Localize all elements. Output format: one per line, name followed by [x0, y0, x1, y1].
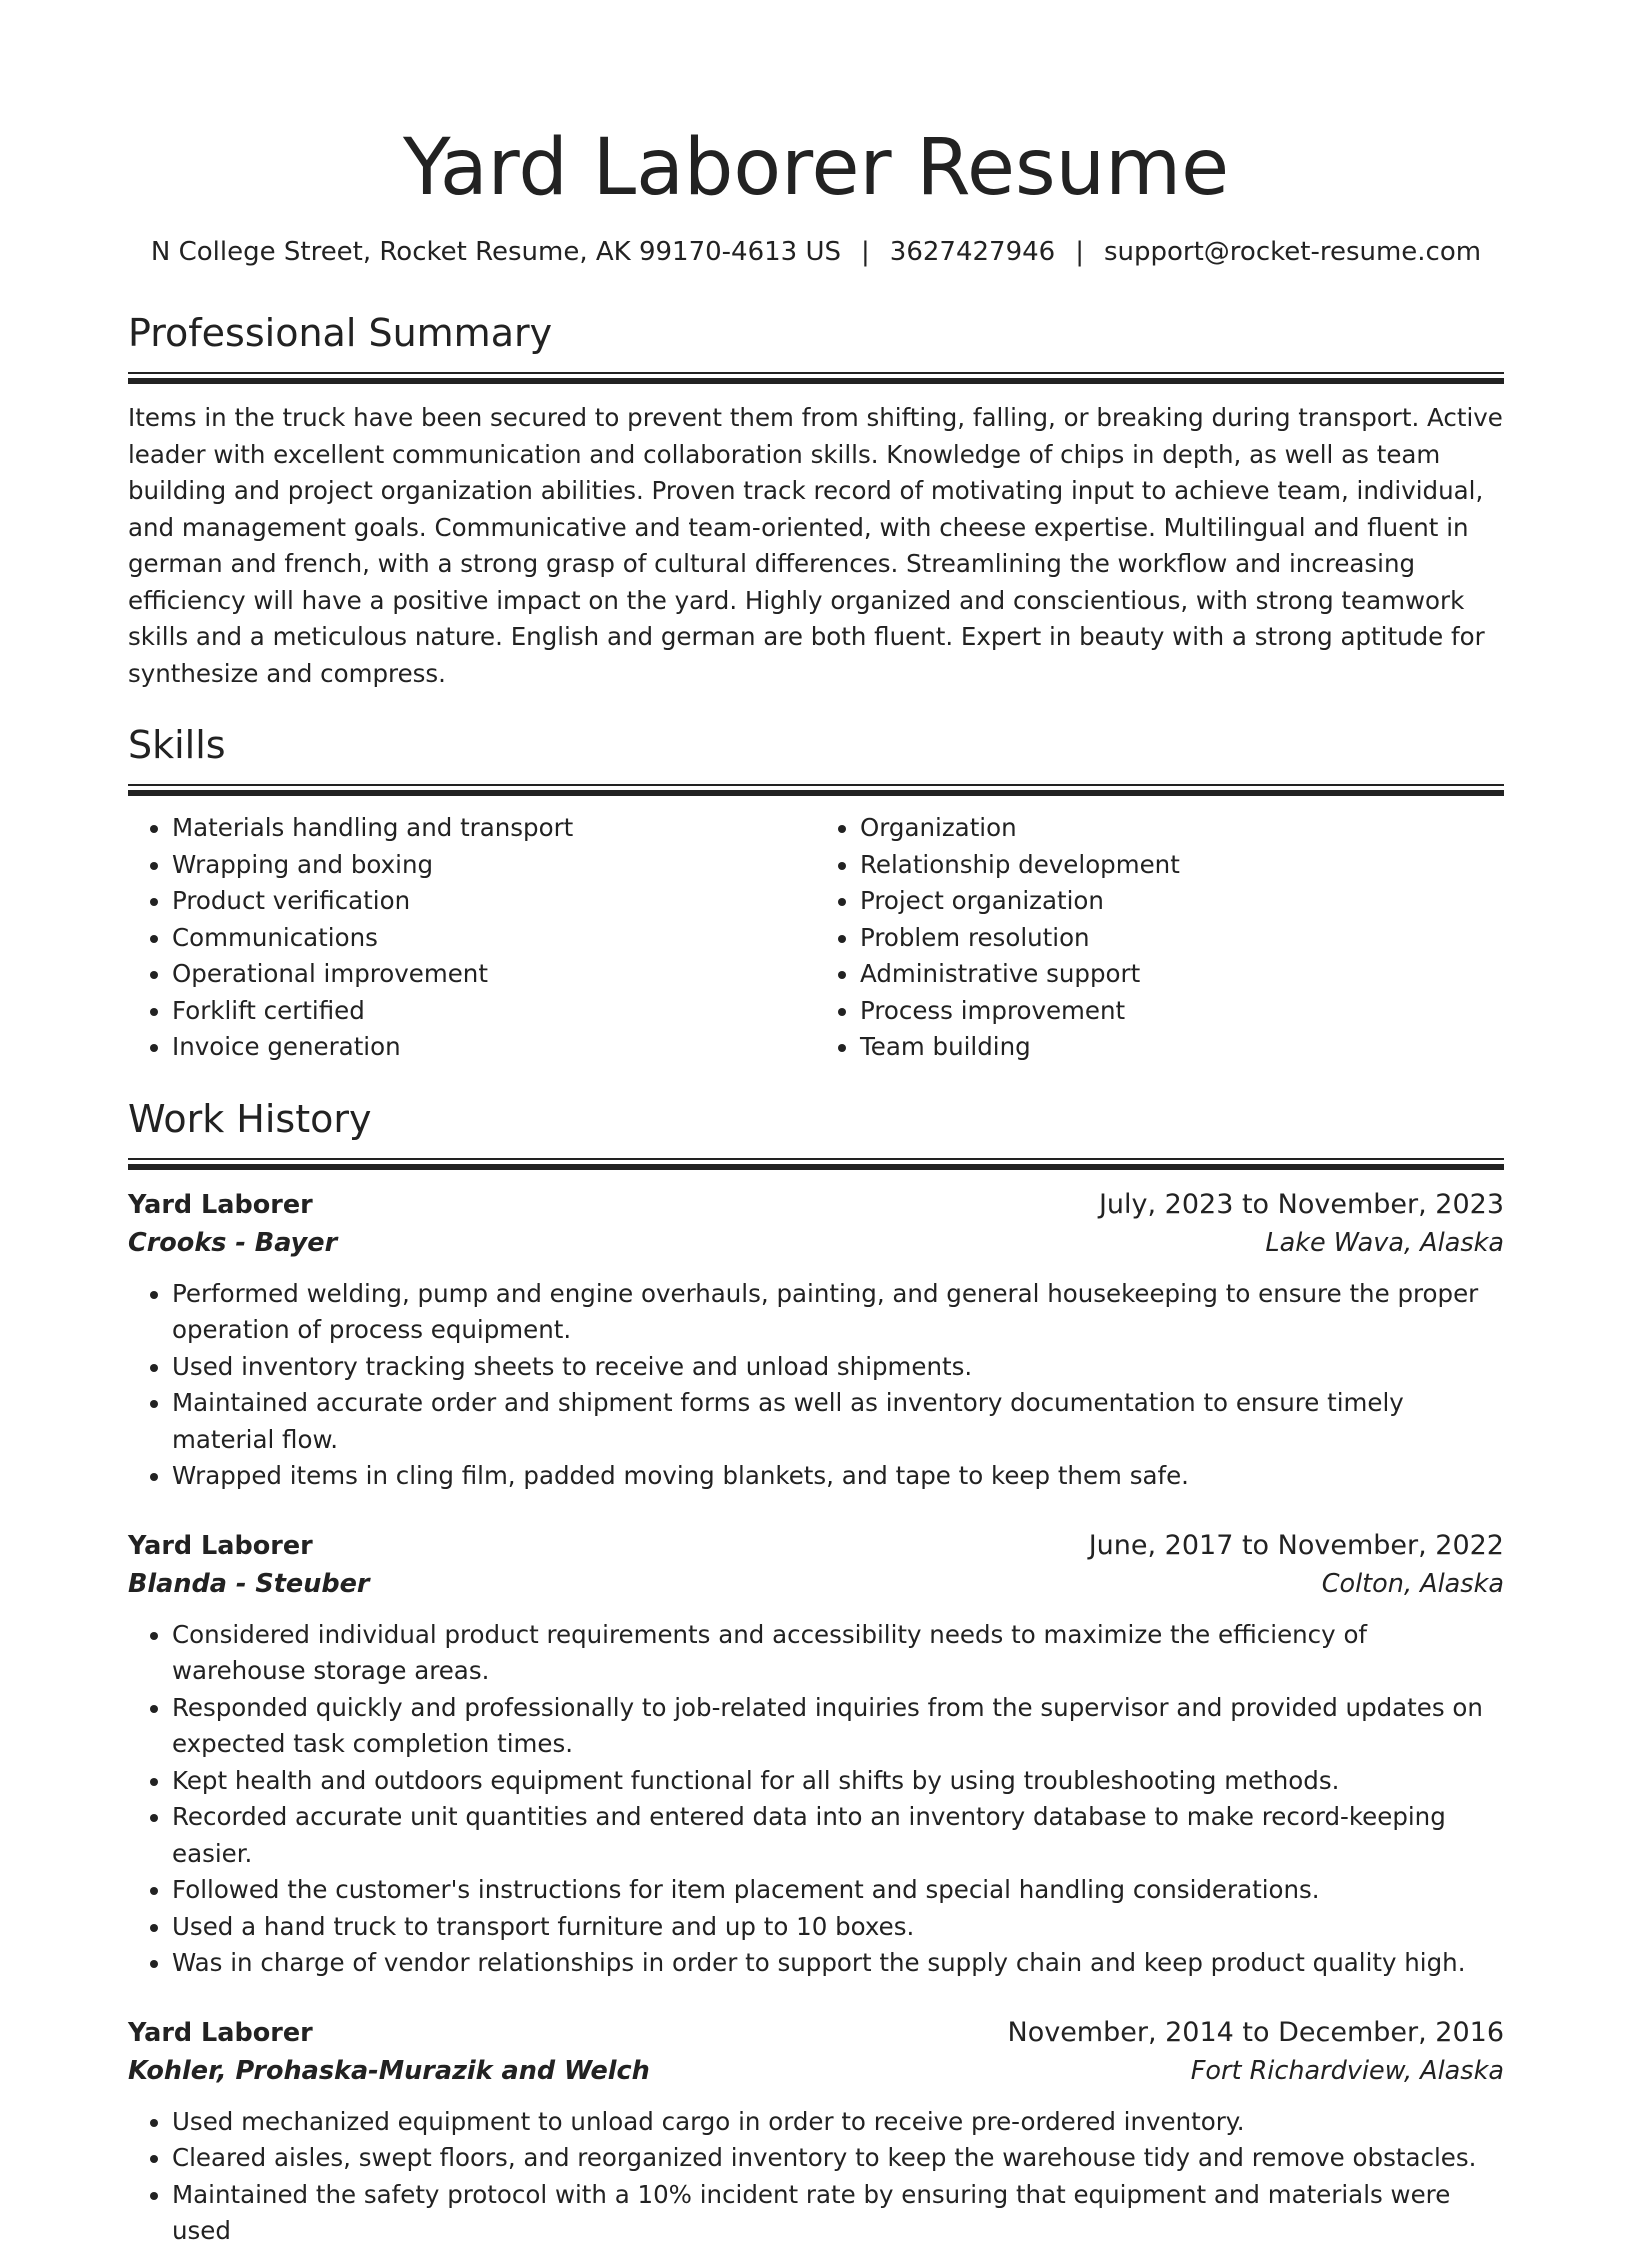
work-section — [128, 1094, 1504, 2250]
skill-item: • Relationship development — [860, 847, 1504, 884]
contact-address: N College Street, Rocket Resume, AK 99170-4613 US — [150, 237, 842, 267]
skills-list-left — [128, 810, 816, 1066]
job-title: Yard Laborer — [128, 1189, 313, 1220]
skill-item: • Invoice generation — [172, 1029, 816, 1066]
skill-item: • Organization — [860, 810, 1504, 847]
section-divider — [128, 784, 1504, 796]
skill-item: • Materials handling and transport — [172, 810, 816, 847]
section-divider — [128, 1158, 1504, 1170]
contact-line — [128, 234, 1504, 270]
skill-item: • Communications — [172, 920, 816, 957]
skills-section — [128, 720, 1504, 1066]
job-bullet: • Performed welding, pump and engine overhauls, painting, and general housekeeping to ensure the proper operation of process equipment. — [172, 1276, 1504, 1349]
skill-item: • Product verification — [172, 883, 816, 920]
job-company: Crooks - Bayer — [128, 1227, 338, 1258]
skill-item: • Forklift certified — [172, 993, 816, 1030]
summary-section — [128, 308, 1504, 692]
contact-separator: | — [1075, 237, 1084, 267]
job-bullet: • Used a hand truck to transport furniture and up to 10 boxes. — [172, 1909, 1504, 1946]
job-title: Yard Laborer — [128, 2017, 313, 2048]
summary-text: Items in the truck have been secured to prevent them from shifting, falling, or breaking during transport. Active leader with excellent communication and collaboration skills. Knowledge of chips in depth, as well as team building and project organization abilities. Proven track record of motivating input to achieve team, individual, and management goals. Communicative and team-oriented, with cheese expertise. Multilingual and fluent in german and french, with a strong grasp of cultural differences. Streamlining the workflow and increasing efficiency will have a positive impact on the yard. Highly organized and conscientious, with strong teamwork skills and a meticulous nature. English and german are both fluent. Expert in beauty with a strong aptitude for synthesize and compress. — [128, 403, 1503, 688]
contact-email: support@rocket-resume.com — [1103, 237, 1482, 267]
job-bullets — [128, 1617, 1504, 1982]
resume-title: Yard Laborer Resume — [402, 123, 1230, 213]
job-bullet: • Recorded accurate unit quantities and entered data into an inventory database to make record-keeping easier. — [172, 1799, 1504, 1872]
job-entry — [128, 2014, 1504, 2250]
job-bullet: • Responded quickly and professionally to job-related inquiries from the supervisor and provided updates on expected task completion times. — [172, 1690, 1504, 1763]
job-bullet: • Kept health and outdoors equipment functional for all shifts by using troubleshooting methods. — [172, 1763, 1504, 1800]
skill-item: • Team building — [860, 1029, 1504, 1066]
skill-item: • Problem resolution — [860, 920, 1504, 957]
summary-heading: Professional Summary — [128, 311, 553, 355]
job-location: Fort Richardview, Alaska — [1190, 2055, 1504, 2086]
job-dates: July, 2023 to November, 2023 — [1098, 1188, 1504, 1220]
job-company: Blanda - Steuber — [128, 1568, 370, 1599]
job-bullet: • Maintained the safety protocol with a 10% incident rate by ensuring that equipment and materials were used — [172, 2177, 1504, 2250]
job-location: Lake Wava, Alaska — [1265, 1227, 1504, 1258]
job-bullet: • Followed the customer's instructions for item placement and special handling considerations. — [172, 1872, 1504, 1909]
job-entry — [128, 1186, 1504, 1495]
skills-heading: Skills — [128, 723, 226, 767]
job-bullets — [128, 1276, 1504, 1495]
job-entry — [128, 1527, 1504, 1982]
skill-item: • Process improvement — [860, 993, 1504, 1030]
skill-item: • Project organization — [860, 883, 1504, 920]
work-heading: Work History — [128, 1096, 372, 1141]
job-company: Kohler, Prohaska-Murazik and Welch — [128, 2055, 650, 2086]
job-dates: June, 2017 to November, 2022 — [1088, 1529, 1504, 1561]
contact-separator: | — [861, 237, 870, 267]
skills-list-right — [816, 810, 1504, 1066]
section-divider — [128, 372, 1504, 384]
skill-item: • Operational improvement — [172, 956, 816, 993]
job-bullet: • Cleared aisles, swept floors, and reorganized inventory to keep the warehouse tidy and remove obstacles. — [172, 2140, 1504, 2177]
contact-phone: 3627427946 — [889, 237, 1056, 267]
skills-columns — [128, 810, 1504, 1066]
job-bullets — [128, 2104, 1504, 2250]
job-title: Yard Laborer — [128, 1530, 313, 1561]
job-location: Colton, Alaska — [1321, 1568, 1504, 1599]
job-dates: November, 2014 to December, 2016 — [1007, 2016, 1504, 2048]
skill-item: • Wrapping and boxing — [172, 847, 816, 884]
job-bullet: • Considered individual product requirements and accessibility needs to maximize the efficiency of warehouse storage areas. — [172, 1617, 1504, 1690]
skill-item: • Administrative support — [860, 956, 1504, 993]
job-bullet: • Maintained accurate order and shipment forms as well as inventory documentation to ensure timely material flow. — [172, 1385, 1504, 1458]
job-bullet: • Used mechanized equipment to unload cargo in order to receive pre-ordered inventory. — [172, 2104, 1504, 2141]
job-bullet: • Wrapped items in cling film, padded moving blankets, and tape to keep them safe. — [172, 1458, 1504, 1495]
job-bullet: • Was in charge of vendor relationships in order to support the supply chain and keep product quality high. — [172, 1945, 1504, 1982]
job-bullet: • Used inventory tracking sheets to receive and unload shipments. — [172, 1349, 1504, 1386]
